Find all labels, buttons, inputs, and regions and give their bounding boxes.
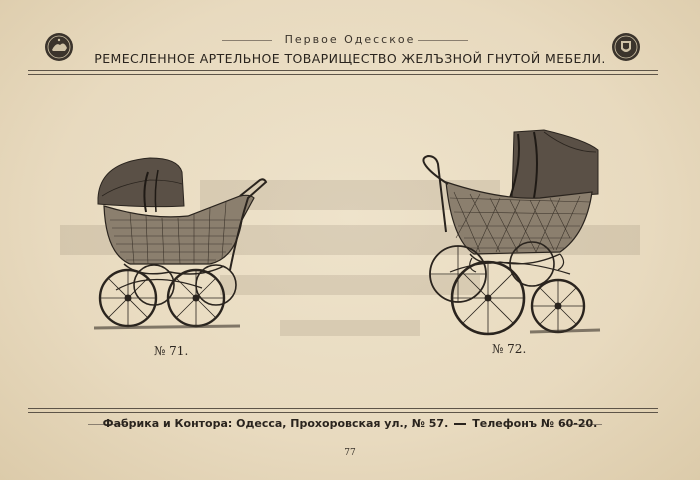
footer-dash xyxy=(454,423,466,425)
footer-contact xyxy=(0,417,700,430)
header-double-rule xyxy=(28,70,658,75)
pram-71-caption: № 71. xyxy=(154,344,189,358)
footer-double-rule xyxy=(28,408,658,413)
footer-address: Фабрика и Контора: Одесса, Прохоровская ул., № 57. xyxy=(102,417,449,430)
footer-phone: Телефонъ № 60-20. xyxy=(472,417,598,430)
wicker-pram-71-illustration xyxy=(90,150,270,340)
pram-72-caption: № 72. xyxy=(492,342,527,356)
header-title: РЕМЕСЛЕННОЕ АРТЕЛЬНОЕ ТОВАРИЩЕСТВО ЖЕЛЪЗНОЙ ГНУТОЙ МЕБЕЛИ. xyxy=(94,51,606,66)
header-subtitle: Первое Одесское xyxy=(284,33,416,46)
page-number: 77 xyxy=(344,448,356,458)
crest-emblem-icon xyxy=(611,32,641,62)
wicker-pram-72-illustration xyxy=(410,122,610,342)
medal-emblem-icon xyxy=(44,32,74,62)
